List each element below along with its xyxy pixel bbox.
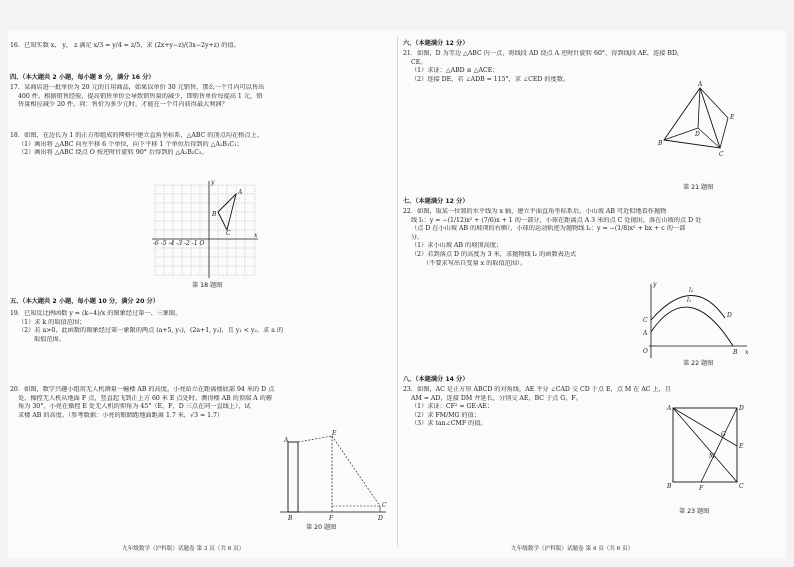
- exam-sheet: [8, 30, 786, 558]
- question-18: [10, 132, 393, 158]
- q18-line-1: 18．如图，在边长为 1 的正方形组成的网格中建立直角坐标系，△ABC 的顶点均在格点上。: [10, 132, 263, 139]
- section-6-heading: 六、（本题满分 12 分）: [403, 40, 469, 47]
- section-8: [403, 376, 784, 385]
- q22-line-4: 分。: [411, 233, 424, 241]
- q23-line-4: （2）求 FM/MG 的值；: [411, 411, 480, 419]
- building-ab: [288, 442, 298, 512]
- q20-line-2: 处，操控无人机从地面 F 点，竖直起飞到正上方 60 米 E 点处时，测得楼 AB 的顶端 A 的俯: [18, 394, 273, 402]
- q22-line-6: （2）若到落点 D 的高度为 3 米，求抛物线 l₂ 的函数表达式: [411, 250, 577, 258]
- question-22: [403, 208, 784, 268]
- label-a: A: [238, 189, 243, 196]
- label-d: D: [695, 131, 700, 138]
- triangle-abc: [664, 88, 720, 148]
- q19-line-4: 取值范围。: [34, 335, 65, 343]
- x-label: x: [254, 232, 258, 239]
- q23-line-2: AM = AD，连接 DM 并延长，分别交 AE，BC 于点 G，F。: [411, 394, 582, 402]
- label-f: F: [699, 485, 704, 492]
- right-footer: 九年级数学（沪科版）试题卷 第 4 页（共 6 页）: [511, 546, 634, 553]
- label-c: C: [382, 502, 387, 509]
- label-f: F: [329, 515, 334, 522]
- label-m: M: [709, 453, 716, 460]
- figure-20-caption: 第 20 题图: [306, 524, 337, 531]
- label-a: A: [667, 405, 672, 412]
- q22-line-7: （不要求写出自变量 x 的取值范围）。: [423, 259, 527, 267]
- q21-line-1: 21．如图，D 为等边 △ABC 内一点，将线段 AD 绕点 A 逆时针旋转 60°，得到线段 AE，连接 BD，: [403, 50, 684, 57]
- label-c: C: [719, 151, 724, 158]
- question-19: [10, 310, 393, 344]
- q23-line-1: 23．如图，AC 是正方形 ABCD 的对角线，AE 平分 ∠CAD 交 CD 于点 E，点 M 在 AC 上，且: [403, 386, 672, 393]
- q19-line-3: （2）若 a>0，此函数的图象经过第一象限的两点 (a+5, y₁)，(2a+1, y₂)，且 y₁ < y₂，求 a 的: [18, 327, 284, 335]
- q18-line-3: （2）画出将 △ABC 绕点 O 按逆时针旋转 90° 后得到的 △A₂B₂C₂。: [18, 149, 208, 157]
- y-label: y: [653, 281, 657, 288]
- q20-line-1: 20．如图，数学兴趣小组用无人机测量一幢楼 AB 的高度。小亮站立在距离楼底部 94 米的 D 点: [10, 386, 275, 393]
- label-e: E: [332, 430, 337, 437]
- q19-line-1: 19．已知反比例函数 y = (k−4)/x 的图象经过第一、三象限。: [10, 310, 182, 317]
- label-e: E: [730, 114, 735, 121]
- section-5: [10, 298, 393, 307]
- label-b: B: [212, 211, 217, 218]
- q23-line-3: （1）求证：CF² = GE·AE；: [411, 403, 494, 411]
- q23-line-5: （3）求 tan∠CMF 的值。: [411, 420, 487, 428]
- figure-18-caption: 第 18 题图: [192, 282, 223, 289]
- q22-line-5: （1）求小山坡 AB 的坡顶高度；: [411, 242, 503, 250]
- label-b: B: [288, 515, 293, 522]
- q20-line-3: 角为 30°，小亮在操控 E 处无人机的仰角为 45°（E、F、D 三点在同一直线上），试: [18, 403, 251, 411]
- label-a: A: [643, 330, 648, 337]
- q21-line-4: （2）连接 DE，若 ∠ADB = 115°，求 ∠CED 的度数。: [411, 75, 570, 83]
- section-8-heading: 八、（本题满分 14 分）: [403, 376, 469, 383]
- label-g: G: [721, 431, 726, 438]
- q22-line-3: （点 D 在小山坡 AB 的坡项的右侧），小球的运动轨迹为抛物线 l₂：y = −(1/8)x² + bx + c 的一部: [411, 225, 686, 233]
- right-page: [403, 30, 784, 558]
- q19-line-2: （1）求 k 的取值范围；: [18, 318, 86, 326]
- section-7: [403, 198, 784, 207]
- page-divider: [397, 36, 398, 546]
- q22-line-2: 线 l₁：y = −(1/12)x² + (7/6)x + 1 的一部分，小球在距离点 A 3 米的点 C 处抛出，落在山坡的点 D 处: [411, 216, 702, 224]
- label-b: B: [667, 483, 672, 490]
- q22-line-1: 22．如图，取某一位置的水平线为 x 轴，建立平面直角坐标系后，小山坡 AB 可近似地看作抛物: [403, 208, 667, 215]
- q17-line-2: 400 件。根据销售经验，提高销售单价会导致销售量的减少，即销售单价每提高 1 元，销: [18, 92, 263, 100]
- figure-20-drone: [280, 430, 390, 520]
- label-a: A: [698, 81, 703, 88]
- section-6: [403, 40, 784, 49]
- q21-line-3: （1）求证：△ABD ≌ △ACE；: [411, 67, 499, 75]
- label-c: C: [739, 483, 744, 490]
- q16-text: 16．已知实数 x， y， z 满足 x/3 = y/4 = z/5，求 (2x+y−z)/(3x−2y+z) 的值。: [10, 42, 240, 49]
- label-l2: l₂: [689, 287, 694, 294]
- label-c: C: [226, 230, 231, 237]
- section-4: [10, 74, 393, 83]
- label-d: D: [727, 312, 732, 319]
- label-d: D: [739, 405, 744, 412]
- question-17: [10, 84, 393, 110]
- question-21: [403, 50, 784, 84]
- q17-line-1: 17．某商店进一批单价为 20 元的日用商品，如果以单价 30 元销售，那么一个月内可以售出: [10, 84, 265, 91]
- q21-line-2: CE。: [411, 58, 427, 66]
- figure-22-parabola: [641, 280, 751, 360]
- x-label: x: [745, 349, 749, 356]
- left-footer: 九年级数学（沪科版）试题卷 第 3 页（共 6 页）: [122, 546, 245, 553]
- x-tick-labels: -6 -5 -4 -3 -2 -1 O: [153, 240, 205, 247]
- y-label: y: [211, 179, 215, 186]
- label-b: B: [658, 140, 663, 147]
- label-l1: l₁: [687, 297, 692, 304]
- figure-23-square: [665, 402, 745, 492]
- q20-line-4: 求楼 AB 的高度。（参考数据：小亮的眼睛距地面距离 1.7 米，√3 = 1.7）: [18, 411, 224, 419]
- figure-23-caption: 第 23 题图: [679, 508, 710, 515]
- line-df: [701, 408, 737, 482]
- q18-line-2: （1）画出将 △ABC 向左平移 6 个单位，向下平移 1 个单位后得到的 △A₁B₁C₁；: [18, 140, 243, 148]
- label-a: A: [284, 437, 289, 444]
- label-o: O: [643, 348, 648, 355]
- label-b: B: [733, 349, 738, 356]
- question-16: [10, 42, 393, 51]
- q17-line-3: 售量相应减少 20 件。问：售价为多少元时，才能在一个月内获得最大利润？: [18, 101, 228, 109]
- label-e: E: [739, 443, 744, 450]
- section-5-heading: 五、（本大题共 2 小题，每小题 10 分，满分 20 分）: [10, 298, 159, 305]
- figure-22-caption: 第 22 题图: [683, 360, 714, 367]
- section-7-heading: 七、（本题满分 12 分）: [403, 198, 469, 205]
- diagonal-ac: [673, 408, 737, 482]
- question-20: [10, 386, 393, 420]
- figure-21-triangle: [658, 82, 748, 162]
- figure-18-grid: [150, 180, 260, 280]
- left-page: [10, 30, 393, 558]
- label-d: D: [378, 515, 383, 522]
- figure-21-caption: 第 21 题图: [683, 184, 714, 191]
- label-c: C: [643, 317, 648, 324]
- section-4-heading: 四、（本大题共 2 小题，每小题 8 分，满分 16 分）: [10, 74, 155, 81]
